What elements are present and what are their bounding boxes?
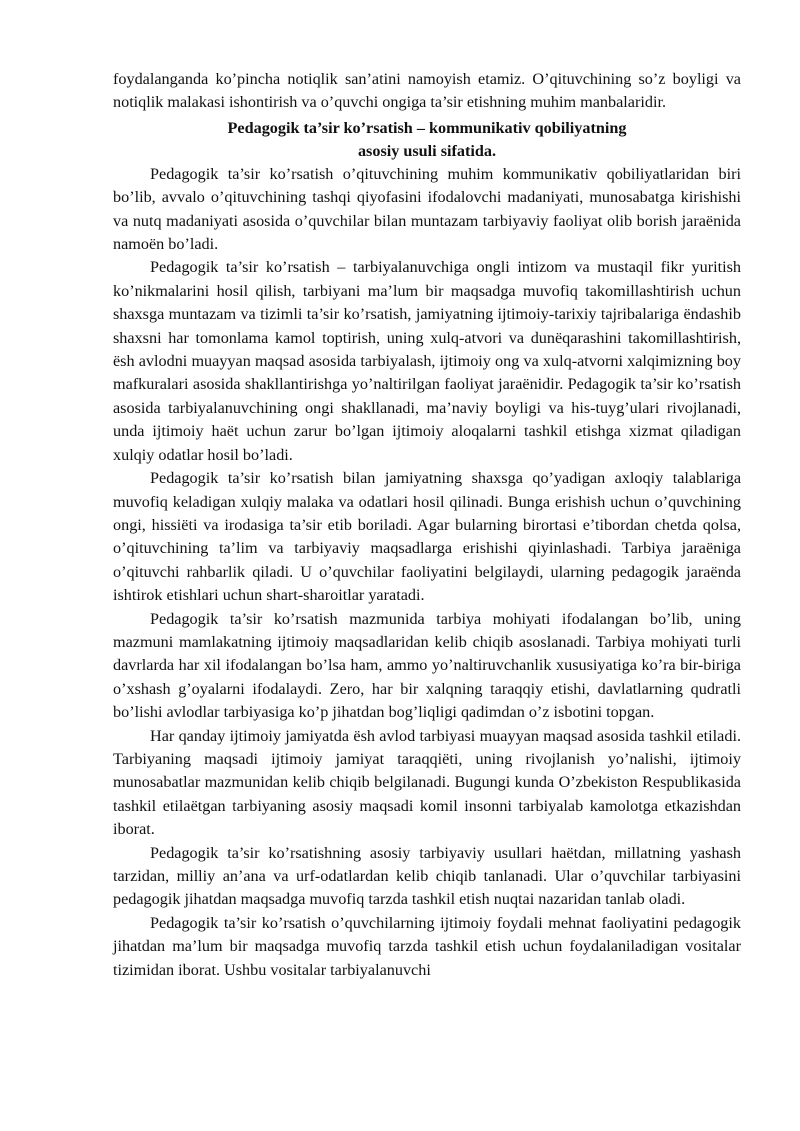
- body-paragraph: Pedagogik ta’sir ko’rsatish o’qituvchining muhim kommunikativ qobiliyatlaridan biri bo’lib, avvalo o’qituvchining tashqi qiyofasini ifodalovchi madaniyati, munosabatga kirishishi va nutq madaniyati asosida o’quvchilar bilan muntazam tarbiyaviy faoliyat olib borish jaraёnida namoёn bo’ladi.: [113, 164, 741, 254]
- body-paragraph: Pedagogik ta’sir ko’rsatish mazmunida tarbiya mohiyati ifodalangan bo’lib, uning mazmuni mamlakatning ijtimoiy maqsadlaridan kelib chiqib asoslanadi. Tarbiya mohiyati turli davrlarda har xil ifodalangan bo’lsa ham, ammo yo’naltiruvchanlik xususiyatiga ko’ra bir-biriga o’xshash g’oyalarni ifodalaydi. Zero, har bir xalqning taraqqiy etishi, davlatlarning qudratli bo’lishi avlodlar tarbiyasiga ko’p jihatdan bog’liqligi qadimdan o’z isbotini topgan.: [113, 609, 741, 722]
- body-paragraph: Pedagogik ta’sir ko’rsatish o’quvchilarning ijtimoiy foydali mehnat faoliyatini pedagogik jihatdan ma’lum bir maqsadga muvofiq tarzda tashkil etish uchun foydalaniladigan vositalar tizimidan iborat. Ushbu vositalar tarbiyalanuvchi: [113, 913, 741, 979]
- section-heading: [113, 117, 741, 163]
- section-heading-line-1: Pedagogik ta’sir ko’rsatish – kommunikativ qobiliyatning: [227, 118, 627, 137]
- section-heading-line-2: asosiy usuli sifatida.: [357, 141, 497, 160]
- body-paragraph: Pedagogik ta’sir ko’rsatish – tarbiyalanuvchiga ongli intizom va mustaqil fikr yuritish ko’nikmalarini hosil qilish, tarbiyani ma’lum bir maqsadga muvofiq takomillashtirish uchun shaxsga muntazam va tizimli ta’sir ko’rsatish, jamiyatning ijtimoiy-tarixiy tajribalariga ёndashib shaxsni har tomonlama kamol toptirish, uning xulq-atvori va dunёqarashini takomillashtirish, ёsh avlodni muayyan maqsad asosida tarbiyalash, ijtimoiy ong va xulq-atvorni xalqimizning boy mafkuralari asosida shakllantirishga yo’naltirilgan faoliyat jaraёnidir. Pedagogik ta’sir ko’rsatish asosida tarbiyalanuvchining ongi shakllanadi, ma’naviy boyligi va his-tuyg’ulari rivojlanadi, unda ijtimoiy haёt uchun zarur bo’lgan ijtimoiy aloqalarni tashkil etishga xizmat qiladigan xulqiy odatlar hosil bo’ladi.: [113, 258, 741, 464]
- body-paragraph: Pedagogik ta’sir ko’rsatishning asosiy tarbiyaviy usullari haёtdan, millatning yashash tarzidan, milliy an’ana va urf-odatlardan kelib chiqib tanlanadi. Ular o’quvchilar tarbiyasini pedagogik jihatdan maqsadga muvofiq tarzda tashkil etish nuqtai nazaridan tanlab oladi.: [113, 843, 741, 909]
- body-paragraph: Pedagogik ta’sir ko’rsatish bilan jamiyatning shaxsga qo’yadigan axloqiy talablariga muvofiq keladigan xulqiy malaka va odatlari hosil qilinadi. Bunga erishish uchun o’quvchining ongi, hissiёti va irodasiga ta’sir etib boriladi. Agar bularning birortasi e’tibordan chetda qolsa, o’qituvchining ta’lim va tarbiyaviy maqsadlarga erishishi qiyinlashadi. Tarbiya jaraёniga o’qituvchi rahbarlik qiladi. U o’quvchilar faoliyatini belgilaydi, ularning pedagogik jaraёnda ishtirok etishlari uchun shart-sharoitlar yaratadi.: [113, 469, 741, 605]
- intro-paragraph: foydalanganda ko’pincha notiqlik san’atini namoyish etamiz. O’qituvchining so’z boyligi va notiqlik malakasi ishontirish va o’quvchi ongiga ta’sir etishning muhim manbalaridir.: [113, 70, 741, 112]
- body-paragraph: Har qanday ijtimoiy jamiyatda ёsh avlod tarbiyasi muayyan maqsad asosida tashkil etiladi. Tarbiyaning maqsadi ijtimoiy jamiyat taraqqiёti, uning rivojlanish yo’nalishi, ijtimoiy munosabatlar mazmunidan kelib chiqib belgilanadi. Bugungi kunda O’zbekiston Respublikasida tashkil etilaёtgan tarbiyaning asosiy maqsadi komil insonni tarbiyalab kamolotga etkazishdan iborat.: [113, 726, 741, 839]
- document-page: [113, 68, 741, 982]
